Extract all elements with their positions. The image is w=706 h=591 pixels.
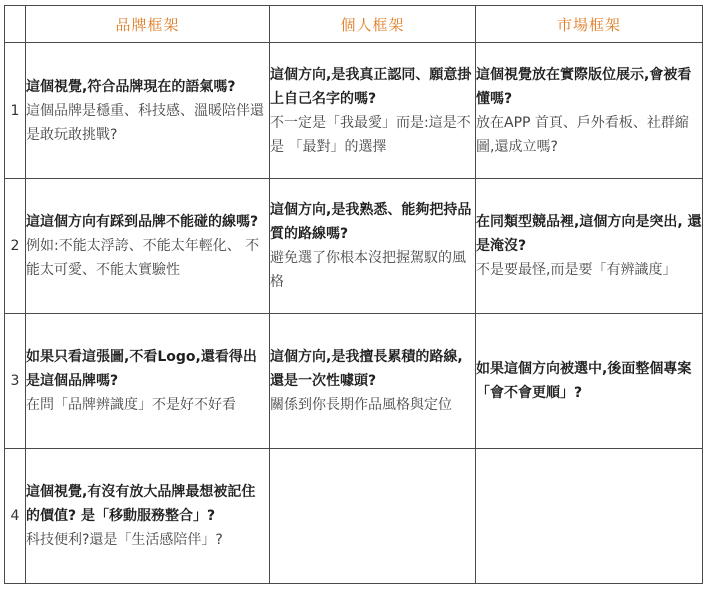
table-row	[5, 43, 703, 179]
brand-question: 這個視覺,有沒有放大品牌最想被記住的價值? 是「移動服務整合」?	[26, 484, 256, 524]
market-cell	[476, 314, 703, 449]
brand-note: 科技便利?還是「生活感陪伴」?	[26, 532, 223, 548]
header-personal-framework: 個人框架	[270, 6, 476, 43]
header-brand-framework: 品牌框架	[26, 6, 270, 43]
personal-note: 關係到你長期作品風格與定位	[270, 397, 452, 413]
market-question: 在同類型競品裡,這個方向是突出, 還是淹沒?	[476, 214, 702, 254]
framework-table	[4, 5, 703, 584]
market-cell	[476, 449, 703, 584]
personal-cell	[270, 449, 476, 584]
personal-cell	[270, 179, 476, 314]
market-note: 不是要最怪,而是要「有辨識度」	[476, 262, 677, 278]
table-row	[5, 314, 703, 449]
personal-cell	[270, 43, 476, 179]
personal-question: 這個方向,是我熟悉、能夠把持品質的路線嗎?	[270, 202, 472, 242]
brand-note: 例如:不能太浮誇、不能太年輕化、 不能太可愛、不能太實驗性	[26, 238, 260, 278]
row-number: 4	[5, 449, 26, 584]
table-row	[5, 179, 703, 314]
market-question: 這個視覺放在實際版位展示,會被看懂嗎?	[476, 66, 692, 107]
personal-question: 這個方向,是我擅長累積的路線, 還是一次性噱頭?	[270, 349, 463, 389]
brand-cell	[26, 449, 270, 584]
brand-cell	[26, 314, 270, 449]
header-num	[5, 6, 26, 43]
personal-cell	[270, 314, 476, 449]
header-market-framework: 市場框架	[476, 6, 703, 43]
row-number: 3	[5, 314, 26, 449]
brand-note: 在問「品牌辨識度」不是好不好看	[26, 397, 236, 413]
personal-question: 這個方向,是我真正認同、願意掛上自己名字的嗎?	[270, 66, 472, 107]
brand-question: 這這個方向有踩到品牌不能碰的線嗎?	[26, 214, 259, 230]
row-number: 2	[5, 179, 26, 314]
brand-question: 如果只看這張圖,不看Logo,還看得出是這個品牌嗎?	[26, 349, 257, 389]
brand-cell	[26, 179, 270, 314]
market-question: 如果這個方向被選中,後面整個專案 「會不會更順」?	[476, 361, 692, 401]
header-row	[5, 6, 703, 43]
table-row	[5, 449, 703, 584]
row-number: 1	[5, 43, 26, 179]
personal-note: 避免選了你根本沒把握駕馭的風格	[270, 250, 466, 290]
brand-cell	[26, 43, 270, 179]
market-note: 放在APP 首頁、戶外看板、社群縮圖,還成立嗎?	[476, 114, 689, 155]
brand-note: 這個品牌是穩重、科技感、溫暖陪伴還是敢玩敢挑戰?	[26, 102, 264, 143]
personal-note: 不一定是「我最愛」而是:這是不是 「最對」的選擇	[270, 114, 471, 155]
brand-question: 這個視覺,符合品牌現在的語氣嗎?	[26, 78, 236, 95]
market-cell	[476, 179, 703, 314]
market-cell	[476, 43, 703, 179]
